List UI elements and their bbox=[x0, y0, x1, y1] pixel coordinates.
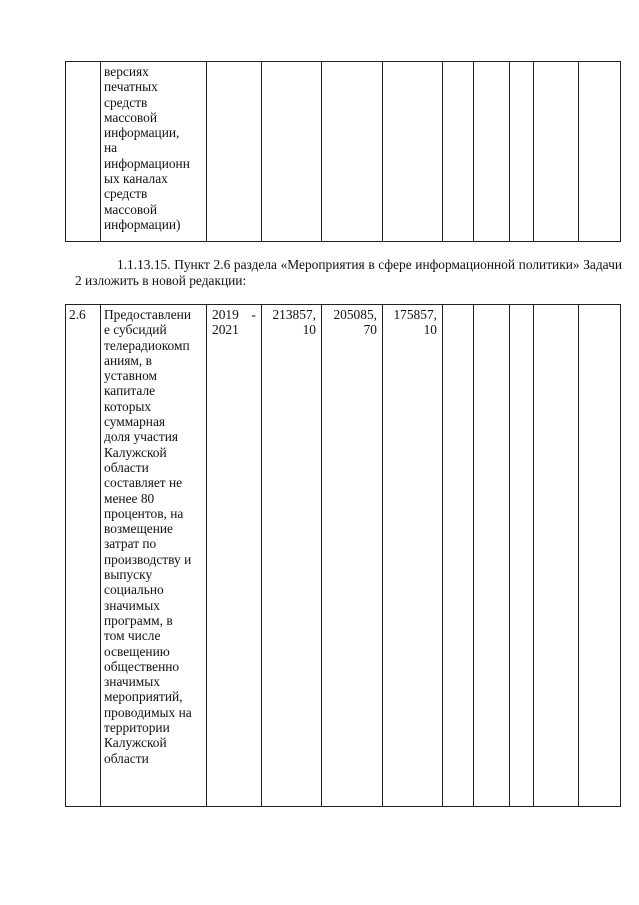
table-item-2-6 bbox=[65, 304, 621, 807]
cell-value: 213857, 10 bbox=[262, 305, 322, 807]
cell-value bbox=[383, 62, 443, 242]
amendment-paragraph bbox=[75, 257, 622, 289]
cell-value bbox=[474, 62, 510, 242]
cell-years bbox=[207, 62, 262, 242]
cell-value bbox=[579, 305, 621, 807]
cell-years: 2019 - 2021 bbox=[207, 305, 262, 807]
table-row bbox=[66, 62, 621, 242]
cell-value: 205085, 70 bbox=[322, 305, 383, 807]
cell-value bbox=[443, 305, 474, 807]
cell-value bbox=[534, 62, 579, 242]
cell-description: Предоставлени е субсидий телерадиокомп аниям, в уставном капитале которых суммарная доля участия Калужской области составляет не менее 80 процентов, на возмещение затрат по производству и выпуску социально значимых программ, в том числе освещению общественно значимых мероприятий, проводимых на территории Калужской области bbox=[101, 305, 207, 807]
cell-number: 2.6 bbox=[66, 305, 101, 807]
amendment-text: 1.1.13.15. Пункт 2.6 раздела «Мероприятия в сфере информационной политики» Задачи 2 изложить в новой редакции: bbox=[75, 257, 622, 289]
cell-value: 175857, 10 bbox=[383, 305, 443, 807]
cell-value bbox=[579, 62, 621, 242]
cell-number bbox=[66, 62, 101, 242]
cell-value bbox=[510, 62, 534, 242]
cell-description: версиях печатных средств массовой информации, на информационн ых каналах средств массовой информации) bbox=[101, 62, 207, 242]
table-top-fragment bbox=[65, 61, 621, 242]
cell-value bbox=[322, 62, 383, 242]
table-row bbox=[66, 305, 621, 807]
cell-value bbox=[443, 62, 474, 242]
cell-value bbox=[534, 305, 579, 807]
cell-value bbox=[262, 62, 322, 242]
cell-value bbox=[510, 305, 534, 807]
cell-value bbox=[474, 305, 510, 807]
